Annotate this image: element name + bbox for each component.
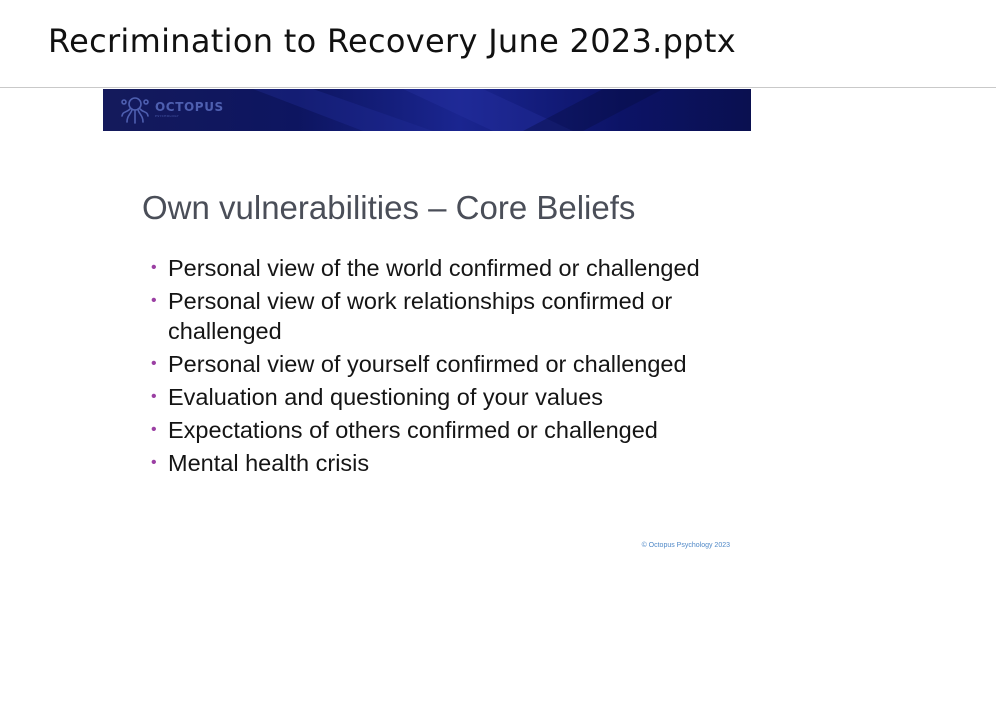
bullet-text: Personal view of the world confirmed or challenged bbox=[168, 255, 700, 281]
slide-footer: © Octopus Psychology 2023 bbox=[641, 542, 730, 549]
bullet-text: Personal view of yourself confirmed or challenged bbox=[168, 351, 687, 377]
bullet-text: Personal view of work relationships confirmed or challenged bbox=[168, 288, 673, 344]
octopus-icon bbox=[119, 94, 151, 126]
bullet-item bbox=[147, 382, 737, 412]
bullet-item bbox=[147, 349, 737, 379]
bullet-item bbox=[147, 448, 737, 478]
file-title: Recrimination to Recovery June 2023.pptx bbox=[48, 22, 736, 60]
logo bbox=[119, 94, 224, 126]
bullet-text: Expectations of others confirmed or challenged bbox=[168, 417, 658, 443]
bullet-item bbox=[147, 415, 737, 445]
file-header bbox=[0, 0, 996, 88]
bullet-marker-icon: • bbox=[151, 388, 157, 405]
bullet-marker-icon: • bbox=[151, 292, 157, 309]
bullet-marker-icon: • bbox=[151, 259, 157, 276]
bullet-text: Mental health crisis bbox=[168, 450, 370, 476]
bullet-marker-icon: • bbox=[151, 355, 157, 372]
slide-title: Own vulnerabilities – Core Beliefs bbox=[142, 189, 636, 226]
slide-banner bbox=[103, 89, 751, 131]
bullet-text: Evaluation and questioning of your values bbox=[168, 384, 604, 410]
logo-subtitle: PSYCHOLOGY bbox=[155, 114, 180, 118]
bullet-marker-icon: • bbox=[151, 454, 157, 471]
bullet-marker-icon: • bbox=[151, 421, 157, 438]
bullet-item bbox=[147, 286, 737, 346]
bullet-list bbox=[147, 253, 737, 481]
logo-name: OCTOPUS bbox=[155, 100, 224, 114]
bullet-item bbox=[147, 253, 737, 283]
slide bbox=[103, 89, 751, 559]
